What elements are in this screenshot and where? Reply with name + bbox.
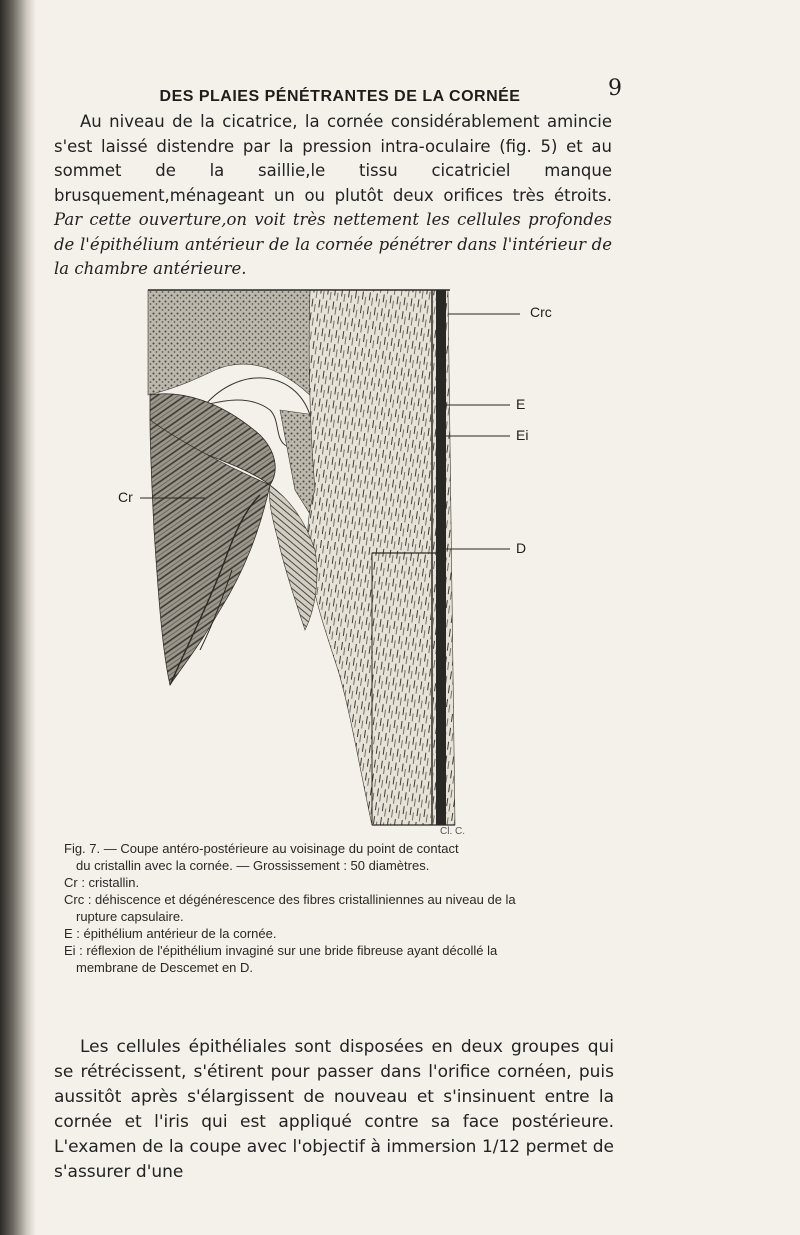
page-number: 9 <box>608 76 622 101</box>
caption-legend-item: Cr : cristallin. <box>64 875 140 890</box>
caption-legend-item: rupture capsulaire. <box>76 909 184 924</box>
label-cr: Cr <box>118 489 133 505</box>
figure-caption <box>64 840 624 976</box>
label-crc: Crc <box>530 304 552 320</box>
caption-legend-item: Ei : réflexion de l'épithélium invaginé sur une bride fibreuse ayant décollé la <box>64 943 498 958</box>
label-credit: Cl. C. <box>440 826 465 837</box>
paragraph-body: Les cellules épithéliales sont disposées en deux groupes qui se rétrécissent, s'étirent pour passer dans l'orifice cornéen, puis aussitôt après s'élargissent de nouveau et s'insinuent entre la cornée et l'iris qui est appliqué contre sa face postérieure. L'examen de la coupe avec l'objectif à immersion 1/12 permet de s'assurer d'une <box>54 1037 614 1182</box>
caption-legend-item: Crc : déhiscence et dégénérescence des fibres cristalliniennes au niveau de la <box>64 892 516 907</box>
caption-legend-item: E : épithélium antérieur de la cornée. <box>64 926 277 941</box>
label-d: D <box>516 540 527 556</box>
label-ei: Ei <box>516 427 529 443</box>
caption-legend-item: membrane de Descemet en D. <box>76 960 254 975</box>
paragraph-intro-italic: Par cette ouverture,on voit très nettement les cellules profondes de l'épithélium antérieur de la cornée pénétrer dans l'intérieur de la chambre antérieure. <box>54 210 612 278</box>
book-binding-shadow <box>0 0 36 1235</box>
figure-7-micrograph <box>110 270 580 835</box>
paragraph-intro-roman: Au niveau de la cicatrice, la cornée considérablement amincie s'est laissé distendre par la pression intra-oculaire (fig. 5) et au sommet de la saillie,le tissu cicatriciel manque brusquement,ménageant un ou plutôt deux orifices très étroits. <box>54 112 612 205</box>
paragraph-intro <box>54 110 612 282</box>
caption-title-cont: du cristallin avec la cornée. — Grossissement : 50 diamètres. <box>76 858 430 873</box>
label-e: E <box>516 396 526 412</box>
section-drawing <box>110 270 580 835</box>
running-head: DES PLAIES PÉNÉTRANTES DE LA CORNÉE <box>159 88 521 105</box>
caption-title: Fig. 7. — Coupe antéro-postérieure au voisinage du point de contact <box>64 841 459 856</box>
